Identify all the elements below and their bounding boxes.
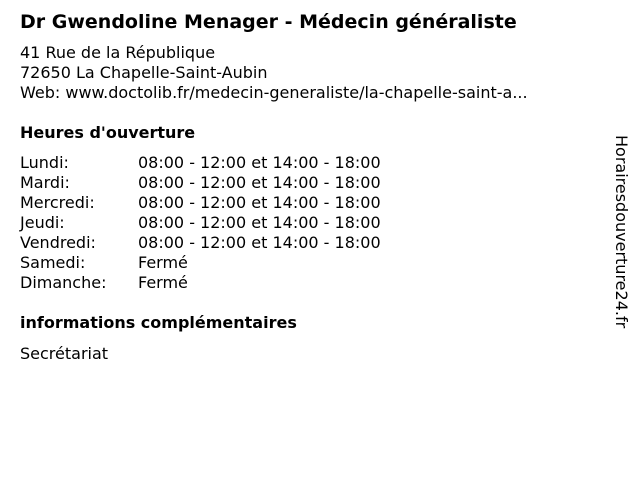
address-street: 41 Rue de la République — [20, 43, 216, 62]
hours-row-friday — [20, 233, 381, 253]
day-label: Mercredi: — [20, 193, 95, 212]
hours-value: 08:00 - 12:00 et 14:00 - 18:00 — [138, 153, 381, 172]
day-label: Vendredi: — [20, 233, 96, 252]
hours-row-saturday — [20, 253, 381, 273]
day-label: Dimanche: — [20, 273, 107, 292]
day-label: Mardi: — [20, 173, 70, 192]
address-city: 72650 La Chapelle-Saint-Aubin — [20, 63, 268, 82]
additional-info-heading: informations complémentaires — [20, 313, 297, 332]
additional-info-text: Secrétariat — [20, 344, 109, 363]
hours-value: 08:00 - 12:00 et 14:00 - 18:00 — [138, 233, 381, 252]
opening-hours-heading: Heures d'ouverture — [20, 123, 196, 142]
site-watermark: Horairesdouverture24.fr — [612, 135, 631, 329]
address-block — [20, 43, 528, 103]
day-label: Jeudi: — [20, 213, 65, 232]
hours-value: Fermé — [138, 253, 188, 272]
page-title: Dr Gwendoline Menager - Médecin généraliste — [20, 11, 517, 33]
website-link[interactable]: Web: www.doctolib.fr/medecin-generaliste/la-chapelle-saint-a... — [20, 83, 528, 102]
hours-value: Fermé — [138, 273, 188, 292]
opening-hours-table — [20, 153, 381, 293]
hours-value: 08:00 - 12:00 et 14:00 - 18:00 — [138, 193, 381, 212]
hours-row-thursday — [20, 213, 381, 233]
day-label: Samedi: — [20, 253, 86, 272]
day-label: Lundi: — [20, 153, 69, 172]
hours-value: 08:00 - 12:00 et 14:00 - 18:00 — [138, 173, 381, 192]
hours-row-wednesday — [20, 193, 381, 213]
hours-row-sunday — [20, 273, 381, 293]
hours-value: 08:00 - 12:00 et 14:00 - 18:00 — [138, 213, 381, 232]
hours-row-monday — [20, 153, 381, 173]
hours-row-tuesday — [20, 173, 381, 193]
